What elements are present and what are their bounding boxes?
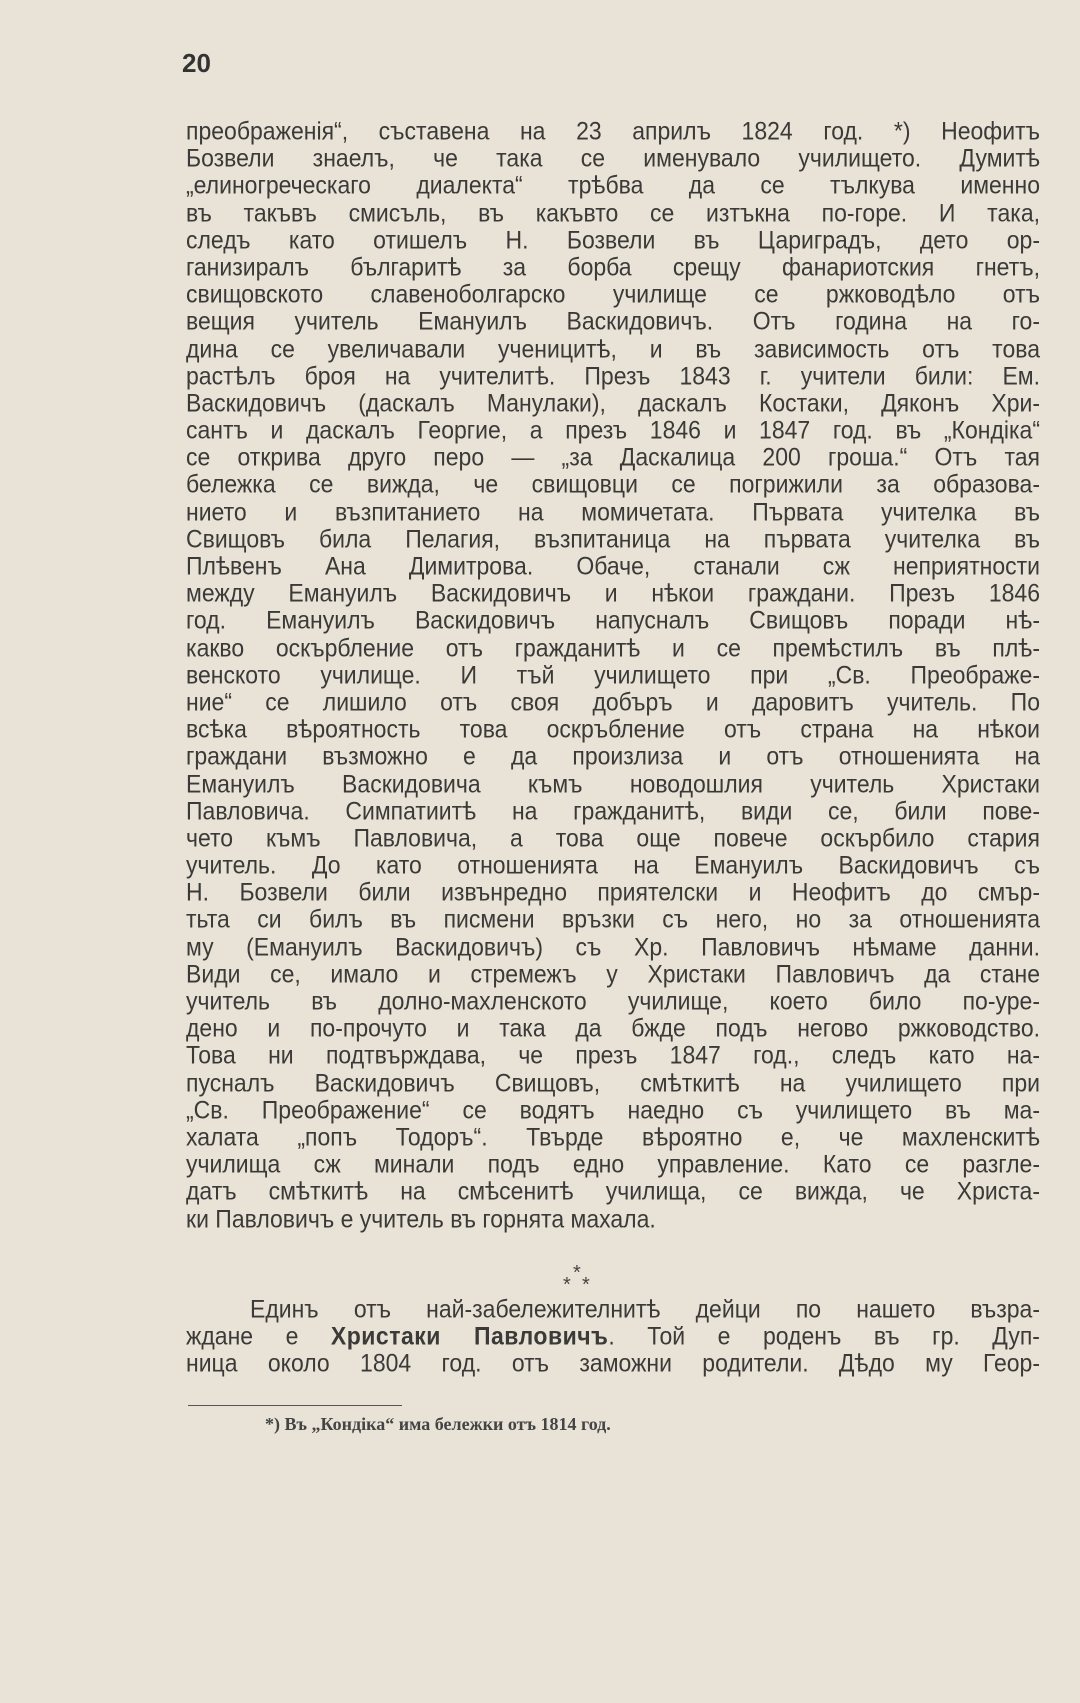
text-line: учитель въ долно-махленското училище, което било по-уре- — [186, 986, 1040, 1015]
text-line — [186, 1322, 1040, 1351]
text-line: преображенія“, съставена на 23 априлъ 1824 год. *) Неофитъ — [186, 116, 1040, 145]
text-line: венското училище. И тъй училището при „Св. Преображе- — [186, 660, 1040, 689]
text-line: ганизиралъ българитѣ за борба срещу фанариотския гнетъ, — [186, 252, 1040, 281]
text-span: . Той е роденъ въ гр. Дуп- — [608, 1322, 1040, 1351]
text-line: учитель. До като отношенията на Емануилъ Васкидовичъ съ — [186, 850, 1040, 880]
text-line: следъ като отишелъ Н. Бозвели въ Цариградъ, дето ор- — [186, 225, 1040, 254]
asterisk-right: * — [582, 1274, 590, 1296]
text-line: Това ни подтвърждава, че презъ 1847 год., следъ като на- — [186, 1041, 1040, 1070]
footnote-divider — [188, 1405, 402, 1406]
text-line: свищовското славеноболгарско училище се ржководѣло отъ — [186, 280, 1040, 309]
asterisk-top: * — [573, 1262, 581, 1284]
text-line: сантъ и даскалъ Георгие, а презъ 1846 и 1847 год. въ „Кондіка“ — [186, 415, 1040, 445]
text-line: се открива друго перо — „за Даскалица 200 гроша.“ Отъ тая — [186, 443, 1040, 472]
text-line: ки Павловичъ е учитель въ горнята махала. — [186, 1204, 656, 1233]
text-line: пусналъ Васкидовичъ Свищовъ, смѣткитѣ на училището при — [186, 1068, 1040, 1097]
text-line: Свищовъ била Пелагия, възпитаница на първата учителка въ — [186, 524, 1040, 553]
text-line: „елиногреческаго диалекта“ трѣбва да се тълкува именно — [186, 171, 1040, 200]
text-line: дина се увеличавали ученицитѣ, и въ зависимость отъ това — [186, 334, 1040, 363]
section-separator — [560, 1262, 600, 1296]
text-line: Единъ отъ най-забележителнитѣ дейци по нашето възра- — [250, 1294, 1040, 1323]
text-line: растѣлъ броя на учителитѣ. Презъ 1843 г. учители били: Ем. — [186, 361, 1040, 390]
text-line: нието и възпитанието на момичетата. Първата учителка въ — [186, 497, 1040, 526]
text-line: училища сж минали подъ едно управление. Като се разгле- — [186, 1150, 1040, 1179]
page-number: 20 — [182, 48, 211, 78]
text-line: ница около 1804 год. отъ заможни родители. Дѣдо му Геор- — [186, 1349, 1040, 1378]
text-line: Плѣвенъ Ана Димитрова. Обаче, станали сж неприятности — [186, 551, 1040, 580]
text-line: всѣка вѣроятность това оскръбление отъ страна на нѣкои — [186, 715, 1040, 744]
text-line: Васкидовичъ (даскалъ Манулаки), даскалъ Костаки, Дяконъ Хри- — [186, 388, 1040, 417]
text-line: датъ смѣткитѣ на смѣсенитѣ училища, се вижда, че Христа- — [186, 1177, 1040, 1206]
asterisk-left: * — [563, 1274, 571, 1296]
footnote: *) Въ „Кондіка“ има бележки отъ 1814 год. — [265, 1414, 611, 1434]
text-line: год. Емануилъ Васкидовичъ напусналъ Свищовъ поради нѣ- — [186, 606, 1040, 635]
text-line: между Емануилъ Васкидовичъ и нѣкои граждани. Презъ 1846 — [186, 579, 1040, 608]
text-line: чето къмъ Павловича, а това още повече оскърбило стария — [186, 823, 1040, 852]
text-line: халата „попъ Тодоръ“. Твърде вѣроятно е, че махленскитѣ — [186, 1122, 1040, 1151]
text-line: Павловича. Симпатиитѣ на гражданитѣ, види се, били пове- — [186, 796, 1040, 825]
text-line: Бозвели знаелъ, че така се именувало училището. Думитѣ — [186, 144, 1040, 173]
text-line: тьта си билъ въ писмени връзки съ него, но за отношенията — [186, 905, 1040, 934]
text-line: дено и по-прочуто и така да бжде подъ негово ржководство. — [186, 1014, 1040, 1043]
text-line: бележка се вижда, че свищовци се погрижили за образова- — [186, 470, 1040, 499]
text-line: въ такъвъ смисъль, въ какъвто се изтъкна по-горе. И така, — [186, 198, 1040, 227]
text-span: ждане е — [186, 1322, 331, 1351]
text-line: му (Емануилъ Васкидовичъ) съ Хр. Павловичъ нѣмаме данни. — [186, 932, 1040, 961]
text-line: граждани възможно е да произлиза и отъ отношенията на — [186, 742, 1040, 771]
text-line: ние“ се лишило отъ своя добъръ и даровитъ учитель. По — [186, 687, 1040, 716]
text-line: какво оскърбление отъ гражданитѣ и се премѣстилъ въ плѣ- — [186, 633, 1040, 662]
text-line: „Св. Преображение“ се водятъ наедно съ училището въ ма- — [186, 1095, 1040, 1124]
text-line: вещия учитель Емануилъ Васкидовичъ. Отъ година на го- — [186, 307, 1040, 336]
name-bold: Христаки Павловичъ — [330, 1322, 609, 1351]
paragraph-hristaki — [186, 1296, 1040, 1378]
text-line: Н. Бозвели били извънредно приятелски и Неофитъ до смър- — [186, 878, 1040, 907]
text-line: Емануилъ Васкидовича къмъ новодошлия учитель Христаки — [186, 769, 1040, 798]
paragraph-main — [186, 118, 1040, 1233]
text-line: Види се, имало и стремежъ у Христаки Павловичъ да стане — [186, 959, 1040, 988]
